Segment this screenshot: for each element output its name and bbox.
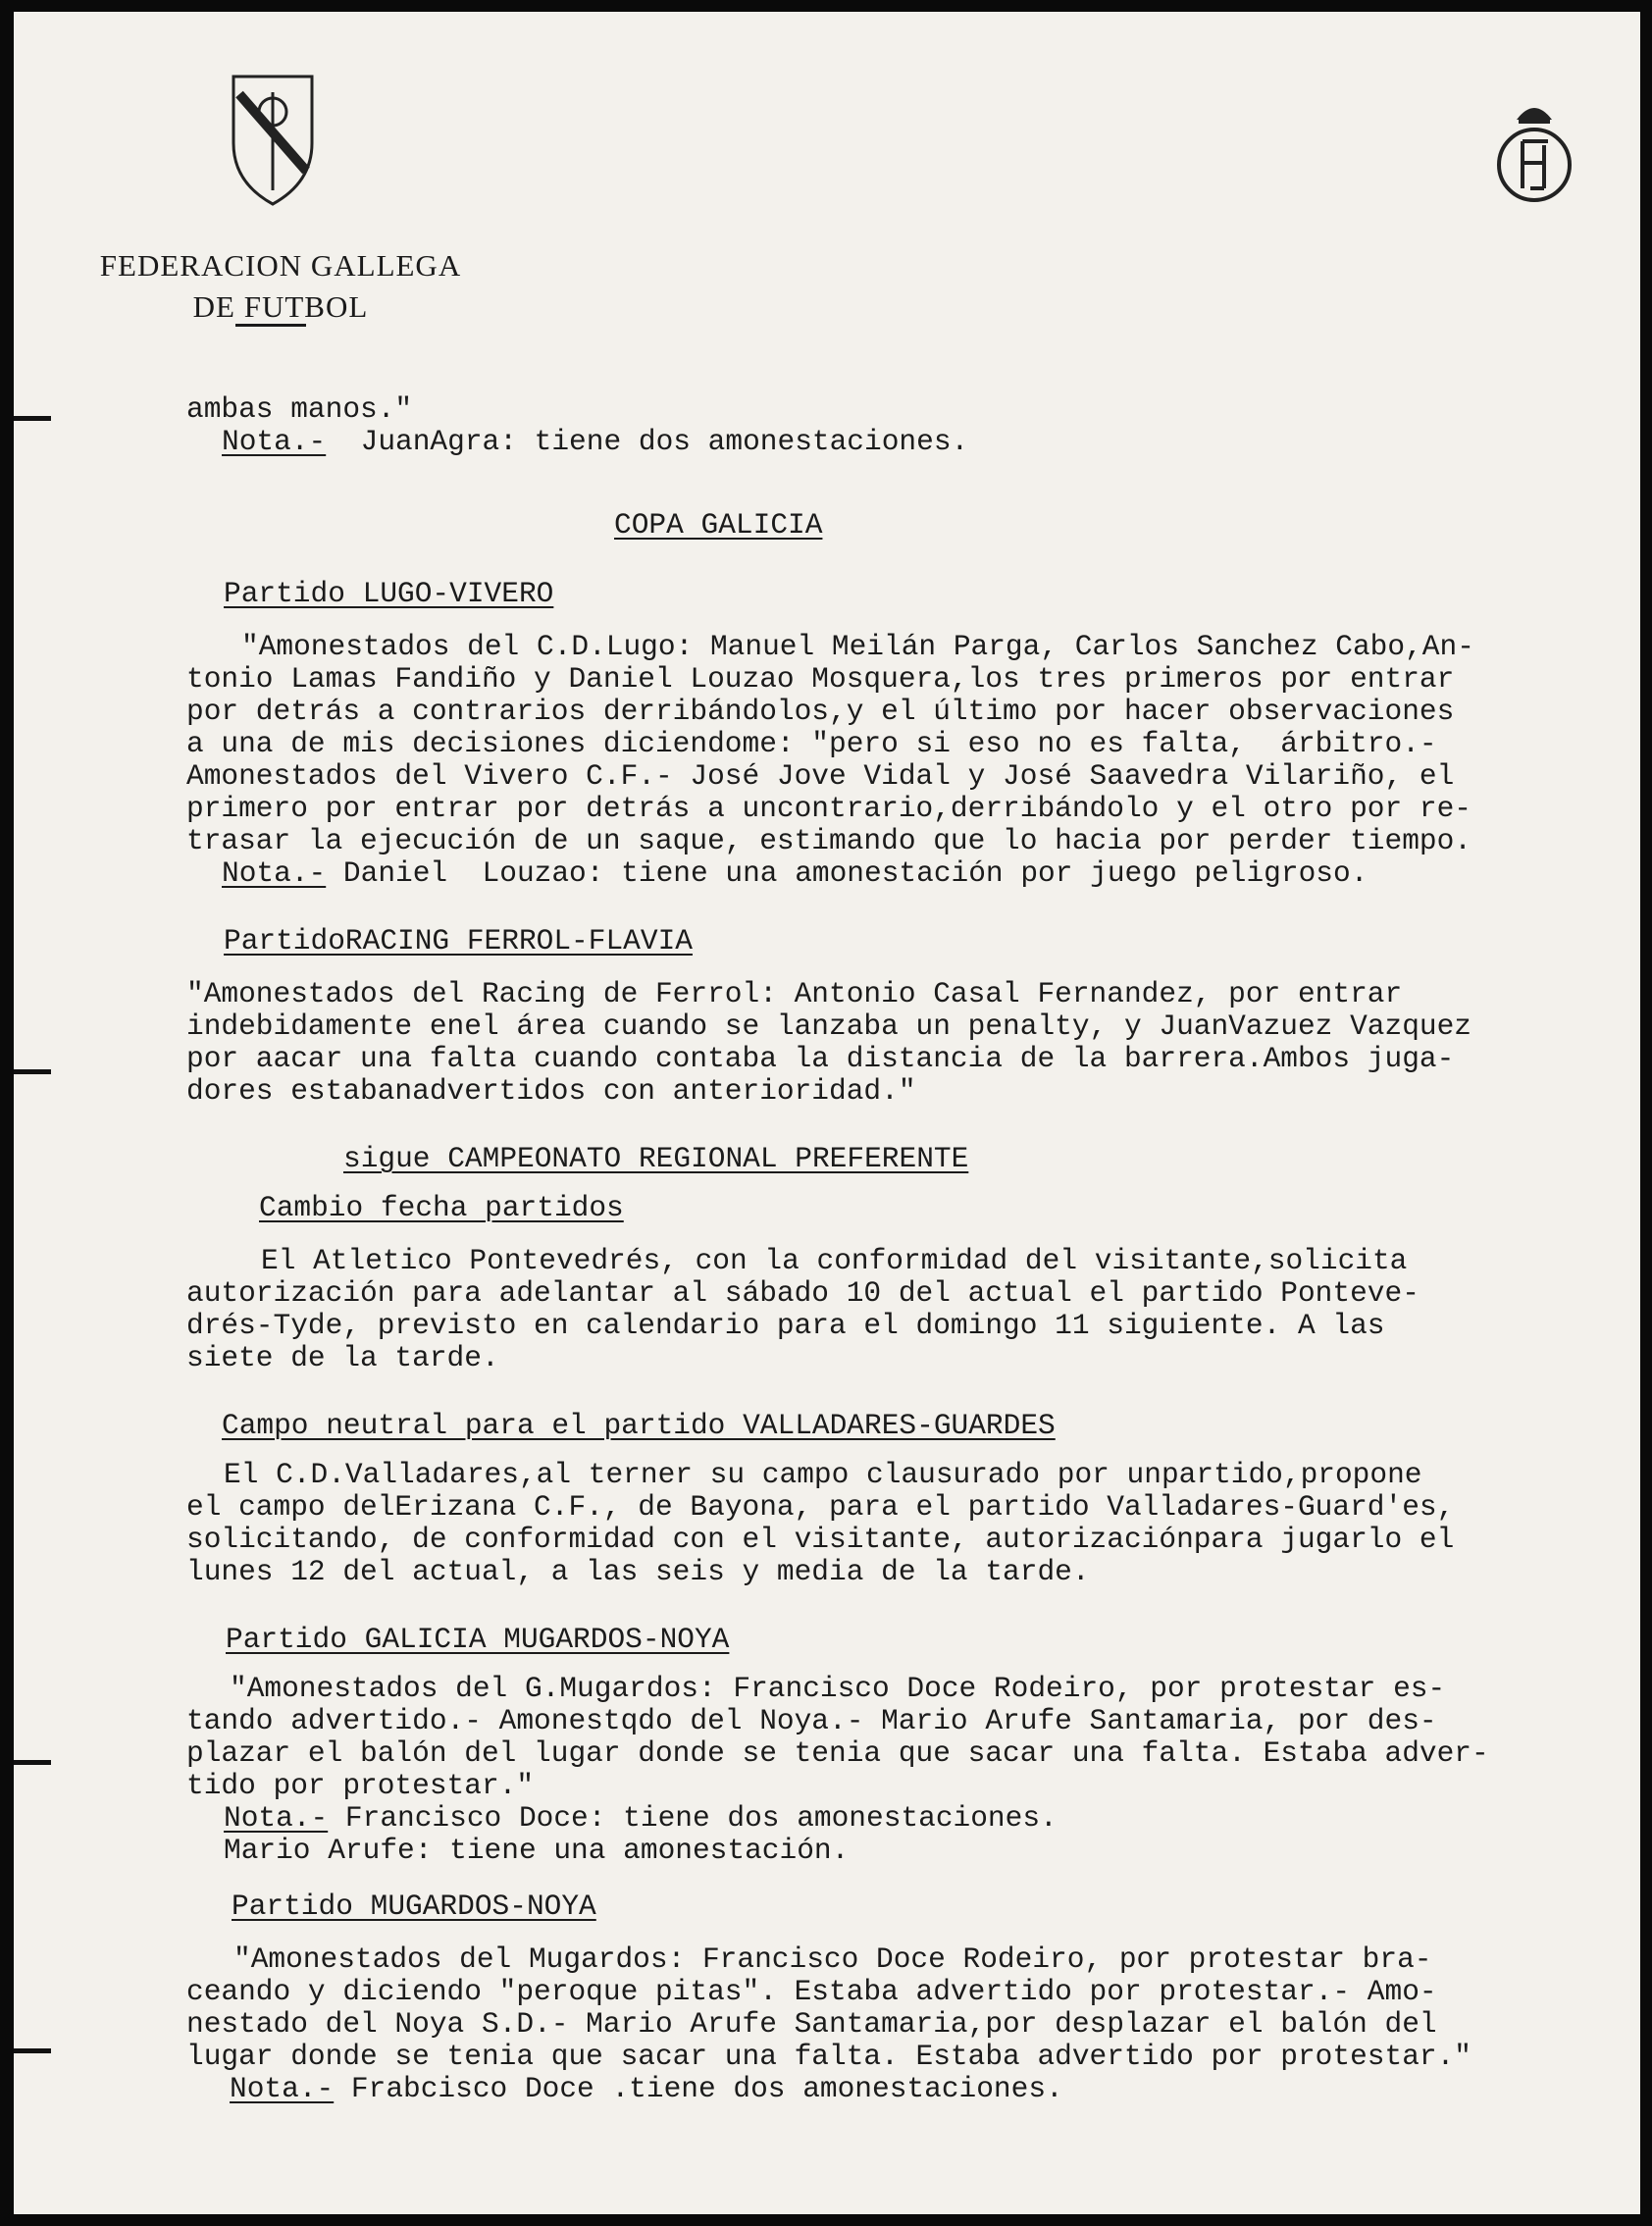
note-line xyxy=(230,2072,1063,2105)
document-body xyxy=(14,12,1640,2214)
federation-name-line2: DE FUTBOL xyxy=(192,289,369,324)
text-line: por aacar una falta cuando contaba la distancia de la barrera.Ambos juga- xyxy=(186,1042,1455,1075)
note-text: Francisco Doce: tiene dos amonestaciones. xyxy=(344,1801,1058,1835)
text-line: "Amonestados del C.D.Lugo: Manuel Meilán Parga, Carlos Sanchez Cabo,An- xyxy=(241,630,1474,663)
document-page xyxy=(14,12,1640,2214)
text-line: drés-Tyde, previsto en calendario para el domingo 11 siguiente. A las xyxy=(186,1309,1385,1342)
text-line: solicitando, de conformidad con el visitante, autorizaciónpara jugarlo el xyxy=(186,1523,1455,1556)
text-line: lugar donde se tenia que sacar una falta. Estaba advertido por protestar." xyxy=(186,2040,1472,2073)
text-line: a una de mis decisiones diciendome: "pero si eso no es falta, árbitro.- xyxy=(186,727,1437,760)
text-line: indebidamente enel área cuando se lanzaba un penalty, y JuanVazuez Vazquez xyxy=(186,1009,1472,1043)
text-line: "Amonestados del G.Mugardos: Francisco Doce Rodeiro, por protestar es- xyxy=(230,1672,1446,1705)
text-line: plazar el balón del lugar donde se tenia que sacar una falta. Estaba adver- xyxy=(186,1736,1489,1770)
text-line: El C.D.Valladares,al terner su campo clausurado por unpartido,propone xyxy=(224,1458,1422,1491)
text-line: tando advertido.- Amonestqdo del Noya.- Mario Arufe Santamaria, por des- xyxy=(186,1704,1437,1737)
note-line xyxy=(222,425,968,458)
text-line: El Atletico Pontevedrés, con la conformidad del visitante,solicita xyxy=(261,1244,1408,1277)
text-line: tonio Lamas Fandiño y Daniel Louzao Mosquera,los tres primeros por entrar xyxy=(186,662,1455,696)
text-line: trasar la ejecución de un saque, estimando que lo hacia por perder tiempo. xyxy=(186,824,1472,857)
section-heading-copa-galicia: COPA GALICIA xyxy=(614,508,823,542)
section-heading-regional-preferente: sigue CAMPEONATO REGIONAL PREFERENTE xyxy=(343,1142,969,1175)
text-line: siete de la tarde. xyxy=(186,1341,499,1374)
note-text: Daniel Louzao: tiene una amonestación por juego peligroso. xyxy=(342,856,1368,890)
text-line: primero por entrar por detrás a uncontrario,derribándolo y el otro por re- xyxy=(186,792,1472,825)
text-line: ambas manos." xyxy=(186,392,413,426)
text-line: "Amonestados del Mugardos: Francisco Doce Rodeiro, por protestar bra- xyxy=(233,1942,1432,1976)
note-label: Nota.- xyxy=(222,425,327,458)
match-heading-racing-flavia: PartidoRACING FERROL-FLAVIA xyxy=(224,924,693,958)
note-label: Nota.- xyxy=(224,1801,329,1835)
note-label: Nota.- xyxy=(222,856,327,890)
text-line: dores estabanadvertidos con anterioridad." xyxy=(186,1074,916,1108)
text-line: nestado del Noya S.D.- Mario Arufe Santamaria,por desplazar el balón del xyxy=(186,2007,1437,2041)
text-line: Mario Arufe: tiene una amonestación. xyxy=(224,1834,850,1867)
match-heading-lugo-vivero: Partido LUGO-VIVERO xyxy=(224,577,554,610)
note-line xyxy=(224,1801,1058,1835)
match-heading-galicia-mugardos-noya: Partido GALICIA MUGARDOS-NOYA xyxy=(226,1623,730,1656)
federation-name-line1: FEDERACION GALLEGA xyxy=(99,248,462,283)
subheading-cambio-fecha: Cambio fecha partidos xyxy=(259,1191,624,1224)
text-line: ceando y diciendo "peroque pitas". Estaba advertido por protestar.- Amo- xyxy=(186,1975,1437,2008)
subheading-campo-neutral: Campo neutral para el partido VALLADARES-GUARDES xyxy=(222,1409,1056,1442)
text-line: tido por protestar." xyxy=(186,1769,535,1802)
match-heading-mugardos-noya: Partido MUGARDOS-NOYA xyxy=(232,1890,596,1923)
text-line: Amonestados del Vivero C.F.- José Jove Vidal y José Saavedra Vilariño, el xyxy=(186,759,1455,793)
note-label: Nota.- xyxy=(230,2072,335,2105)
note-text: Frabcisco Doce .tiene dos amonestaciones. xyxy=(350,2072,1063,2105)
note-text: JuanAgra: tiene dos amonestaciones. xyxy=(360,425,969,458)
note-line xyxy=(222,856,1368,890)
text-line: "Amonestados del Racing de Ferrol: Antonio Casal Fernandez, por entrar xyxy=(186,977,1403,1010)
text-line: lunes 12 del actual, a las seis y media de la tarde. xyxy=(186,1555,1090,1588)
text-line: autorización para adelantar al sábado 10 del actual el partido Ponteve- xyxy=(186,1276,1420,1310)
text-line: el campo delErizana C.F., de Bayona, para el partido Valladares-Guard'es, xyxy=(186,1490,1455,1524)
text-line: por detrás a contrarios derribándolos,y el último por hacer observaciones xyxy=(186,695,1455,728)
